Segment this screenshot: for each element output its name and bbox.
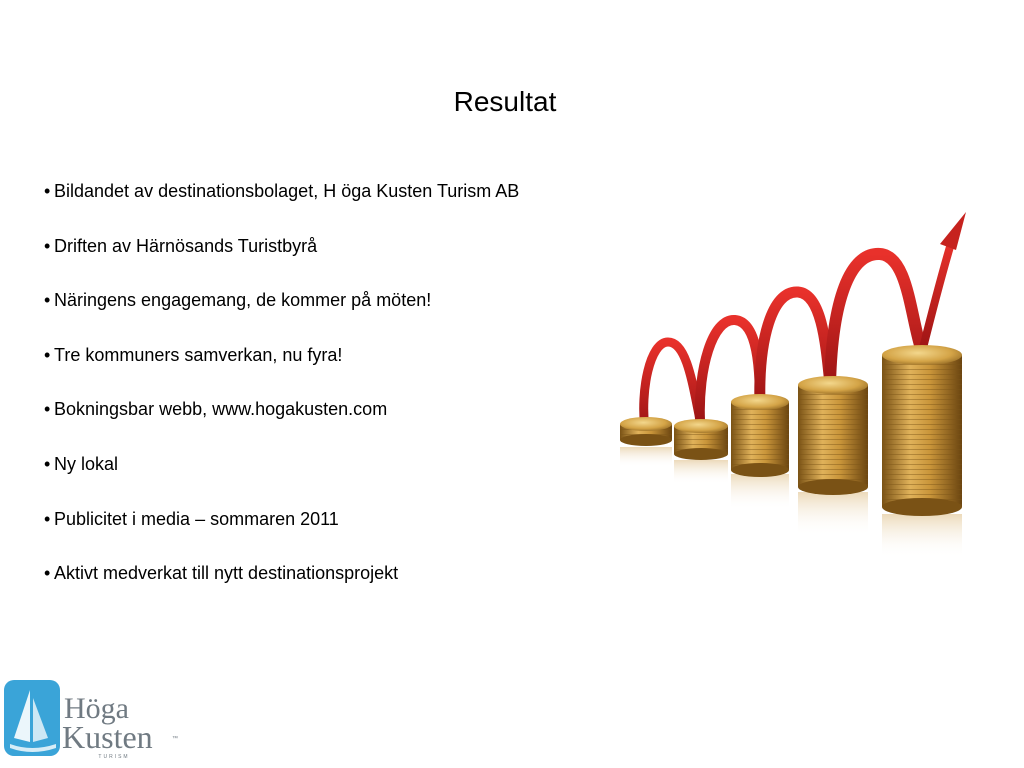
logo-line1: Höga xyxy=(64,692,129,725)
bullet-text: Bildandet av destinationsbolaget, H öga Kusten Turism AB xyxy=(54,181,520,201)
bullet-marker: • xyxy=(44,508,51,529)
bullet-item xyxy=(44,289,519,344)
bullet-list xyxy=(44,180,519,617)
coin-stacks-growth-arrow-icon xyxy=(580,205,980,565)
bullet-marker: • xyxy=(44,399,51,420)
bullet-text: Publicitet i media – sommaren 2011 xyxy=(54,508,339,529)
bullet-item xyxy=(44,562,519,617)
bullet-marker: • xyxy=(44,181,51,201)
bullet-marker: • xyxy=(44,290,51,311)
logo-tm: ™ xyxy=(172,736,178,742)
logo-line2: Kusten xyxy=(62,719,153,755)
bullet-marker: • xyxy=(44,235,51,256)
bullet-text: Aktivt medverkat till nytt destinationsprojekt xyxy=(54,563,399,584)
bullet-item xyxy=(44,180,519,235)
bullet-marker: • xyxy=(44,344,51,365)
bullet-text: Ny lokal xyxy=(54,453,119,474)
bullet-item xyxy=(44,398,519,453)
bullet-text: Driften av Härnösands Turistbyrå xyxy=(54,235,318,256)
bullet-item xyxy=(44,344,519,399)
slide-title: Resultat xyxy=(453,86,557,117)
hoga-kusten-logo xyxy=(2,678,182,762)
bullet-text: Bokningsbar webb, www.hogakusten.com xyxy=(54,399,388,420)
bullet-marker: • xyxy=(44,563,51,584)
bullet-text: Tre kommuners samverkan, nu fyra! xyxy=(54,344,343,365)
bullet-text: Näringens engagemang, de kommer på möten! xyxy=(54,290,432,311)
bullet-marker: • xyxy=(44,453,51,474)
bullet-item xyxy=(44,508,519,563)
bullet-item xyxy=(44,235,519,290)
bullet-item xyxy=(44,453,519,508)
logo-tagline: TURISM xyxy=(98,754,130,760)
sailboat-icon xyxy=(4,680,60,756)
